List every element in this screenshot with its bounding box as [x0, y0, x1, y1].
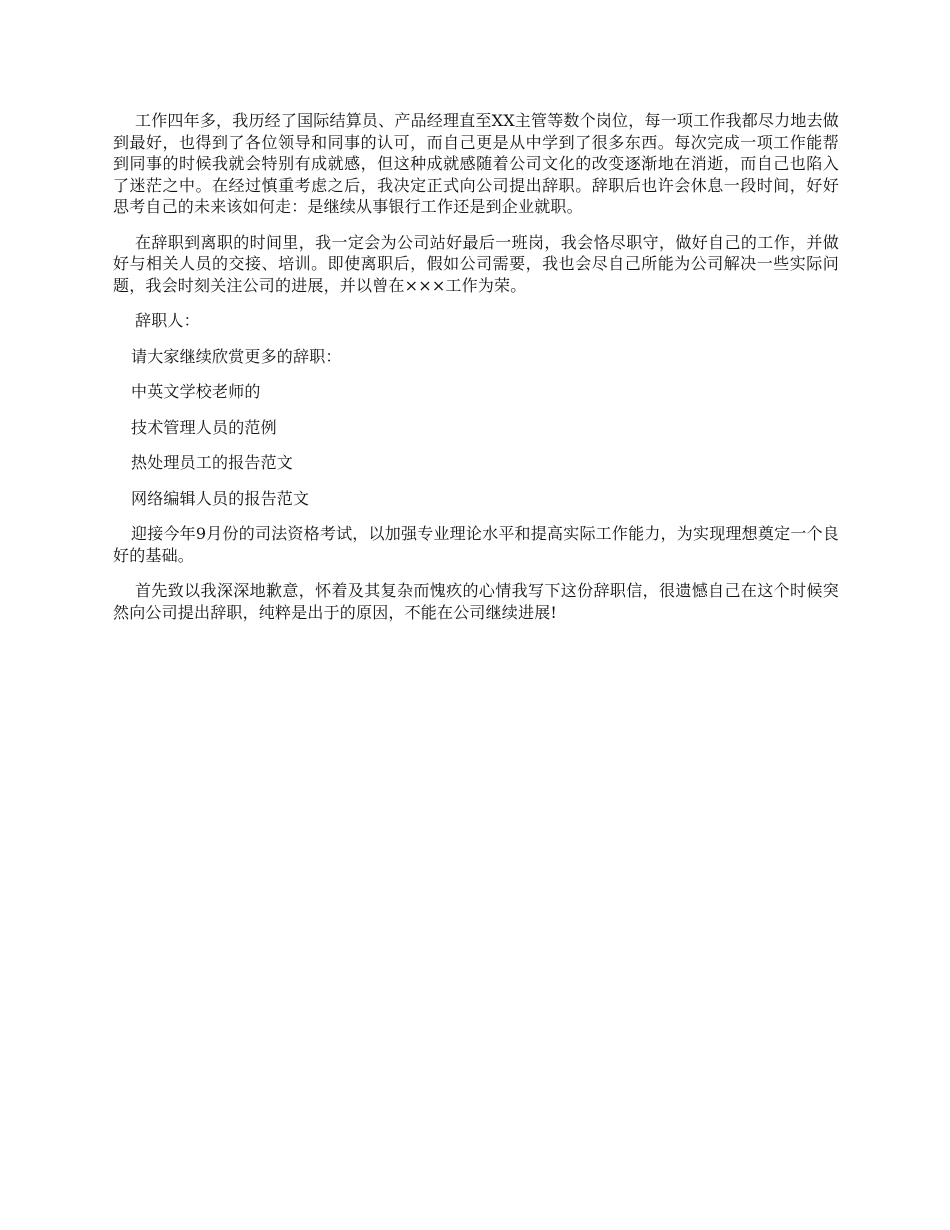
- related-link-web-editor: 网络编辑人员的报告范文: [131, 488, 310, 508]
- paragraph-signature: 辞职人：: [135, 311, 200, 330]
- related-link-tech-manager: 技术管理人员的范例: [131, 417, 277, 437]
- related-link-heat-treatment: 热处理员工的报告范文: [131, 453, 294, 472]
- paragraph-handover: 在辞职到离职的时间里，我一定会为公司站好最后一班岗，我会恪尽职守，做好自己的工作，并做好与相关人员的交接、培训。即使离职后，假如公司需要，我也会尽自己所能为公司解决一些实际问题，我会时刻关注公司的进展，并以曾在×××工作为荣。: [113, 232, 839, 295]
- related-link-teacher: 中英文学校老师的: [131, 382, 261, 401]
- document-page: [113, 110, 839, 637]
- paragraph-exam: 迎接今年9月份的司法资格考试，以加强专业理论水平和提高实际工作能力，为实现理想奠定一个良好的基础。: [113, 524, 839, 565]
- paragraph-apology: 首先致以我深深地歉意，怀着及其复杂而愧疚的心情我写下这份辞职信，很遗憾自己在这个时候突然向公司提出辞职，纯粹是出于的原因，不能在公司继续进展!: [113, 581, 839, 622]
- paragraph-work-history: 工作四年多，我历经了国际结算员、产品经理直至XX主管等数个岗位，每一项工作我都尽力地去做到最好，也得到了各位领导和同事的认可，而自己更是从中学到了很多东西。每次完成一项工作能帮到同事的时候我就会特别有成就感，但这种成就感随着公司文化的改变逐渐地在消逝，而自己也陷入了迷茫之中。在经过慎重考虑之后，我决定正式向公司提出辞职。辞职后也许会休息一段时间，好好思考自己的未来该如何走：是继续从事银行工作还是到企业就职。: [113, 111, 839, 216]
- paragraph-more-reading: 请大家继续欣赏更多的辞职：: [131, 346, 342, 366]
